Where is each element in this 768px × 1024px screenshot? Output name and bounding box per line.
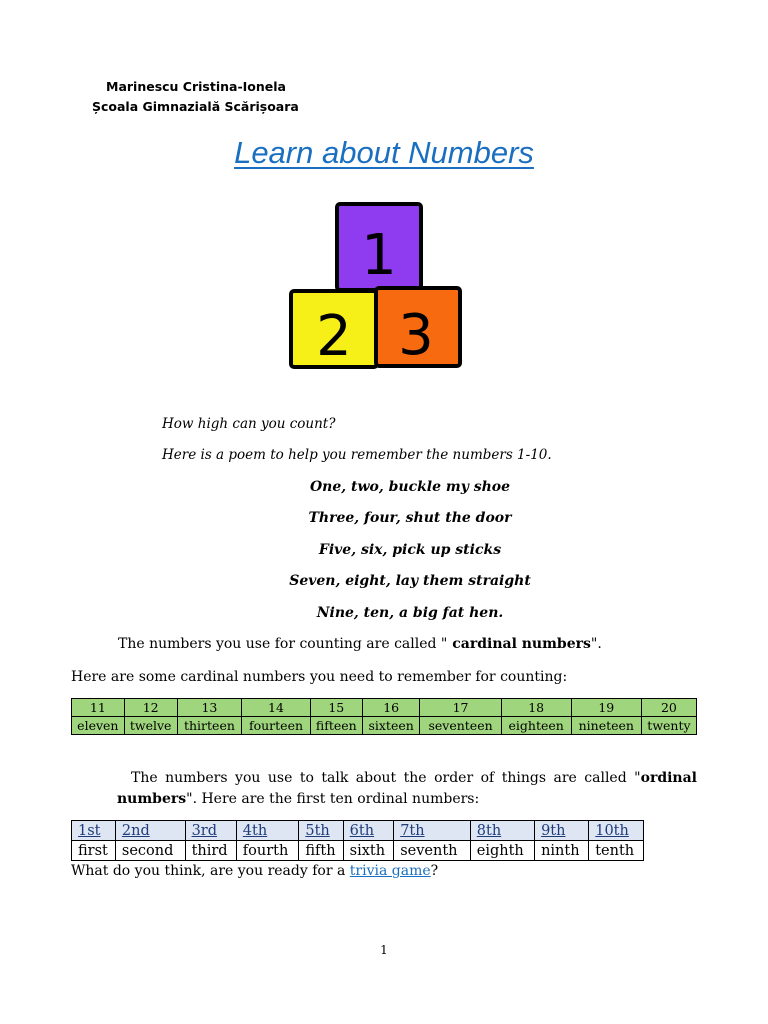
table-cell: fifth [299, 841, 343, 861]
table-cell: 17 [420, 699, 501, 717]
table-cell: third [185, 841, 236, 861]
table-cell: 8th [470, 821, 534, 841]
cardinal-term: cardinal numbers [447, 636, 591, 652]
table-cell: twelve [124, 717, 177, 735]
table-cell: sixth [343, 841, 394, 861]
table-cell: nineteen [571, 717, 641, 735]
cardinal-intro: Here are some cardinal numbers you need to remember for counting: [71, 669, 568, 685]
table-row [72, 821, 644, 841]
table-row [72, 841, 644, 861]
table-cell: fourth [236, 841, 299, 861]
table-cell: 18 [501, 699, 571, 717]
table-cell: tenth [589, 841, 644, 861]
poem-line: Nine, ten, a big fat hen. [316, 605, 504, 621]
table-cell: eighth [470, 841, 534, 861]
ordinal-sentence [117, 768, 697, 810]
poem-intro: Here is a poem to help you remember the numbers 1-10. [162, 447, 552, 463]
table-cell: 19 [571, 699, 641, 717]
closing-question [71, 863, 438, 879]
table-cell: 7th [394, 821, 471, 841]
table-cell: 20 [641, 699, 696, 717]
trivia-game-link[interactable]: trivia game [349, 863, 431, 879]
table-cell: 13 [177, 699, 242, 717]
table-cell: 11 [72, 699, 125, 717]
intro-question: How high can you count? [162, 416, 336, 432]
table-row [72, 699, 697, 717]
table-cell: 16 [362, 699, 420, 717]
poem-line: Seven, eight, lay them straight [289, 573, 531, 589]
table-cell: ninth [535, 841, 589, 861]
table-cell: 3rd [185, 821, 236, 841]
ordinal-term: ordinal numbers [117, 770, 697, 807]
table-cell: 10th [589, 821, 644, 841]
table-cell: fourteen [242, 717, 311, 735]
block-2-label: 2 [316, 304, 352, 369]
table-cell: 14 [242, 699, 311, 717]
table-cell: fifteen [310, 717, 362, 735]
block-2 [291, 291, 377, 369]
table-cell: 9th [535, 821, 589, 841]
author-name: Marinescu Cristina-Ionela [106, 79, 286, 94]
table-cell: 2nd [115, 821, 185, 841]
table-row [72, 717, 697, 735]
table-cell: 1st [72, 821, 116, 841]
table-cell: 6th [343, 821, 394, 841]
table-cell: seventeen [420, 717, 501, 735]
table-cell: twenty [641, 717, 696, 735]
table-cell: thirteen [177, 717, 242, 735]
table-cell: second [115, 841, 185, 861]
block-3-label: 3 [398, 303, 434, 368]
ordinal-sentence-start: The numbers you use to talk about the order of things are called " [131, 770, 641, 786]
block-1-label: 1 [361, 223, 397, 288]
closing-text: What do you think, are you ready for a [71, 863, 350, 879]
table-cell: 5th [299, 821, 343, 841]
table-cell: first [72, 841, 116, 861]
table-cell: eleven [72, 717, 125, 735]
cardinal-sentence [118, 636, 602, 652]
ordinal-numbers-table [71, 820, 644, 861]
page-title[interactable]: Learn about Numbers [234, 135, 534, 170]
ordinal-sentence-end: ". Here are the first ten ordinal numbers: [186, 791, 480, 807]
poem-line: Three, four, shut the door [308, 510, 512, 526]
table-cell: 15 [310, 699, 362, 717]
table-cell: eighteen [501, 717, 571, 735]
closing-text-end: ? [430, 863, 439, 879]
table-cell: seventh [394, 841, 471, 861]
page-number: 1 [380, 943, 388, 957]
poem-line: One, two, buckle my shoe [309, 479, 511, 495]
poem-line: Five, six, pick up sticks [318, 542, 502, 558]
table-cell: sixteen [362, 717, 420, 735]
number-blocks-image [288, 200, 468, 375]
school-name: Școala Gimnazială Scărișoara [92, 99, 299, 114]
cardinal-sentence-start: The numbers you use for counting are called " [118, 636, 448, 652]
table-cell: 12 [124, 699, 177, 717]
block-1 [337, 204, 421, 290]
cardinal-sentence-end: ". [590, 636, 602, 652]
block-3 [376, 288, 460, 368]
table-cell: 4th [236, 821, 299, 841]
cardinal-numbers-table [71, 698, 697, 735]
